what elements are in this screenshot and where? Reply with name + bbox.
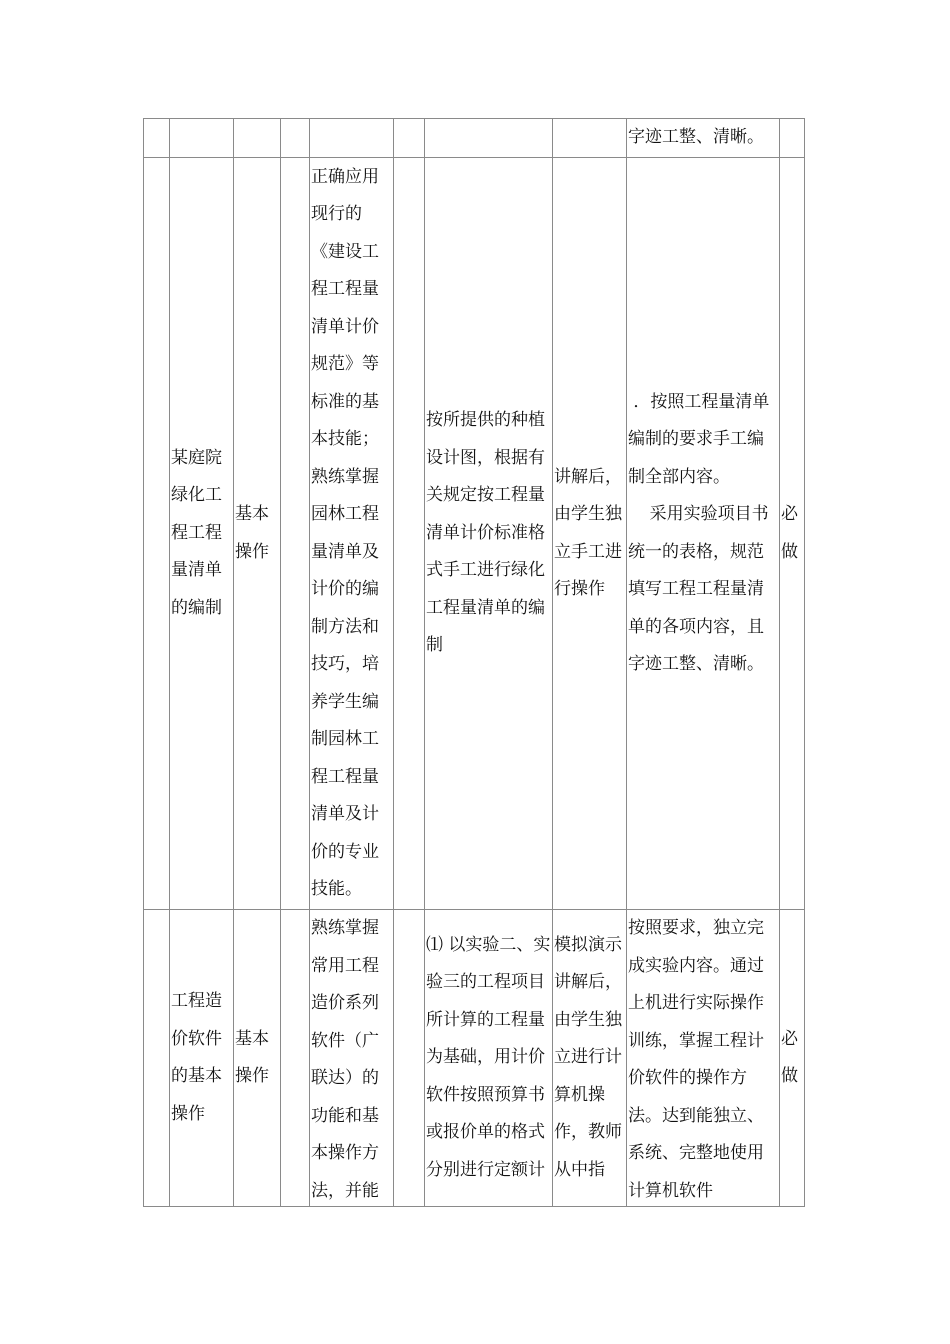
table-cell [281, 158, 310, 910]
table-cell [144, 119, 170, 158]
project-name-cell: 某庭院绿化工程工程量清单的编制 [170, 158, 234, 910]
requirement-cell: 字迹工整、清晰。 [627, 119, 780, 158]
table-cell [310, 119, 394, 158]
requirement-cell: ．按照工程量清单编制的要求手工编制全部内容。 采用实验项目书统一的表格，规范填写工程工程量清单的各项内容，且字迹工整、清晰。 [627, 158, 780, 910]
content-cell: 按所提供的种植设计图，根据有关规定按工程量清单计价标准格式手工进行绿化工程量清单的编制 [425, 158, 553, 910]
table-cell [553, 119, 627, 158]
table-cell [394, 119, 425, 158]
mandatory-cell: 必做 [780, 158, 805, 910]
mandatory-cell: 必做 [780, 910, 805, 1207]
project-type-cell: 基本操作 [234, 910, 281, 1207]
table-cell [281, 119, 310, 158]
table-cell [394, 158, 425, 910]
table-cell [144, 910, 170, 1207]
table-row [144, 158, 805, 910]
table-cell [780, 119, 805, 158]
table-row [144, 119, 805, 158]
method-cell: 讲解后，由学生独立手工进行操作 [553, 158, 627, 910]
table-cell [144, 158, 170, 910]
experiment-table [143, 118, 805, 1207]
table-cell [234, 119, 281, 158]
table-row [144, 910, 805, 1207]
table-cell [425, 119, 553, 158]
content-cell: ⑴ 以实验二、实验三的工程项目所计算的工程量为基础，用计价软件按照预算书或报价单的格式分别进行定额计 [425, 910, 553, 1207]
project-type-cell: 基本操作 [234, 158, 281, 910]
method-cell: 模拟演示讲解后，由学生独立进行计算机操作，教师从中指 [553, 910, 627, 1207]
objective-cell: 熟练掌握常用工程造价系列软件（广联达）的功能和基本操作方法，并能 [310, 910, 394, 1207]
objective-cell: 正确应用现行的《建设工程工程量清单计价规范》等标准的基本技能；熟练掌握园林工程量清单及计价的编制方法和技巧，培养学生编制园林工程工程量清单及计价的专业技能。 [310, 158, 394, 910]
requirement-cell: 按照要求，独立完成实验内容。通过上机进行实际操作训练，掌握工程计价软件的操作方法。达到能独立、系统、完整地使用计算机软件 [627, 910, 780, 1207]
table-cell [394, 910, 425, 1207]
table-cell [170, 119, 234, 158]
project-name-cell: 工程造价软件的基本操作 [170, 910, 234, 1207]
table-cell [281, 910, 310, 1207]
